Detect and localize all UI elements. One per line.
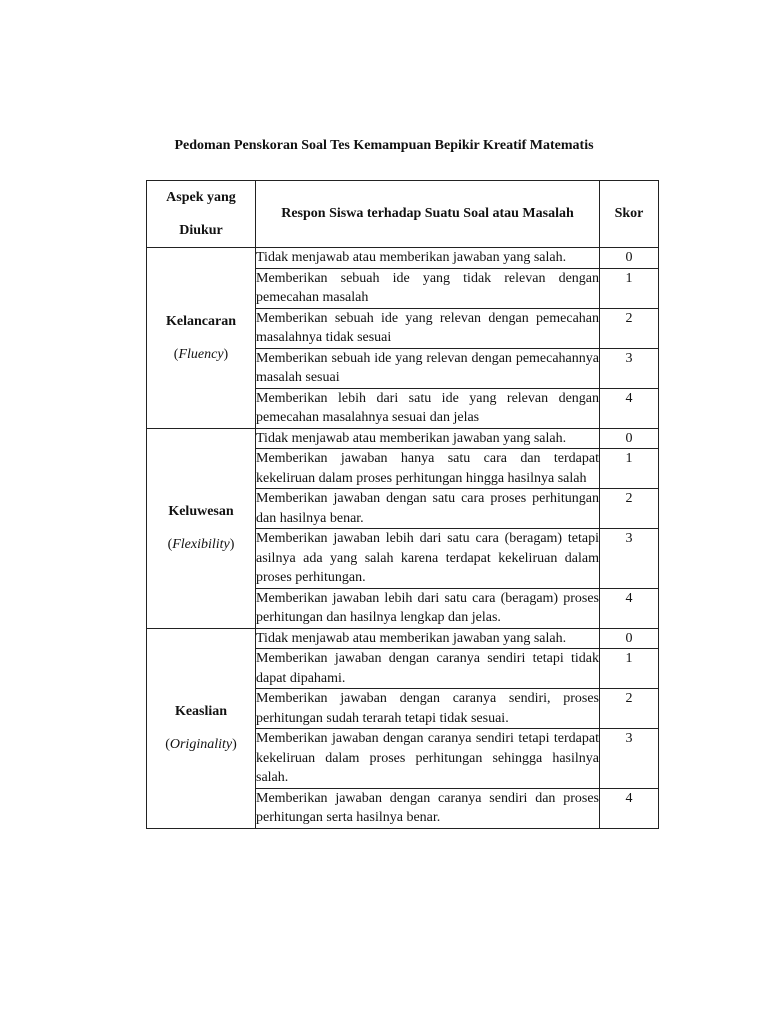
- score-cell: 4: [600, 588, 659, 628]
- aspect-cell: [147, 248, 256, 429]
- response-cell: Memberikan jawaban lebih dari satu cara (beragam) proses perhitungan dan hasilnya lengkap dan jelas.: [256, 588, 600, 628]
- response-cell: Memberikan jawaban dengan caranya sendiri dan proses perhitungan serta hasilnya benar.: [256, 788, 600, 828]
- response-cell: Memberikan jawaban dengan caranya sendiri, proses perhitungan sudah terarah tetapi tidak sesuai.: [256, 689, 600, 729]
- response-cell: Memberikan jawaban dengan caranya sendiri tetapi terdapat kekeliruan dalam proses perhitungan sehingga hasilnya salah.: [256, 729, 600, 789]
- aspect-english-term: Originality: [169, 737, 233, 752]
- response-cell: Memberikan jawaban hanya satu cara dan terdapat kekeliruan dalam proses perhitungan hingga hasilnya salah: [256, 449, 600, 489]
- header-aspect: [147, 181, 256, 248]
- score-cell: 0: [600, 248, 659, 269]
- table-row: [147, 248, 659, 269]
- response-cell: Memberikan sebuah ide yang relevan dengan pemecahan masalahnya tidak sesuai: [256, 308, 600, 348]
- table-header-row: [147, 181, 659, 248]
- score-cell: 0: [600, 428, 659, 449]
- aspect-english-term: Fluency: [178, 346, 224, 362]
- score-cell: 2: [600, 489, 659, 529]
- aspect-cell: [147, 628, 256, 828]
- page-title: Pedoman Penskoran Soal Tes Kemampuan Bepikir Kreatif Matematis: [174, 138, 594, 153]
- score-cell: 2: [600, 689, 659, 729]
- response-cell: Memberikan sebuah ide yang relevan dengan pemecahannya masalah sesuai: [256, 348, 600, 388]
- score-cell: 1: [600, 449, 659, 489]
- response-cell: Memberikan jawaban dengan satu cara proses perhitungan dan hasilnya benar.: [256, 489, 600, 529]
- score-cell: 3: [600, 729, 659, 789]
- score-cell: 4: [600, 788, 659, 828]
- aspect-english-term: Flexibility: [172, 537, 230, 552]
- header-aspect-line2: Diukur: [179, 223, 223, 238]
- score-cell: 0: [600, 628, 659, 649]
- aspect-english: (Fluency): [173, 346, 229, 362]
- response-cell: Memberikan lebih dari satu ide yang relevan dengan pemecahan masalahnya sesuai dan jelas: [256, 388, 600, 428]
- header-respon: Respon Siswa terhadap Suatu Soal atau Masalah: [256, 181, 600, 248]
- table-row: [147, 628, 659, 649]
- score-cell: 2: [600, 308, 659, 348]
- table-row: [147, 428, 659, 449]
- score-cell: 1: [600, 649, 659, 689]
- header-skor: Skor: [600, 181, 659, 248]
- aspect-name: Keluwesan: [168, 504, 234, 519]
- response-cell: Memberikan jawaban lebih dari satu cara (beragam) tetapi asilnya ada yang salah karena terdapat kekeliruan dalam proses perhitungan.: [256, 529, 600, 589]
- response-cell: Memberikan jawaban dengan caranya sendiri tetapi tidak dapat dipahami.: [256, 649, 600, 689]
- score-cell: 4: [600, 388, 659, 428]
- score-cell: 3: [600, 348, 659, 388]
- aspect-cell: [147, 428, 256, 628]
- response-cell: Tidak menjawab atau memberikan jawaban yang salah.: [256, 248, 600, 269]
- response-cell: Memberikan sebuah ide yang tidak relevan dengan pemecahan masalah: [256, 268, 600, 308]
- rubric-body: [147, 248, 659, 829]
- aspect-name: Keaslian: [174, 704, 228, 719]
- aspect-name: Kelancaran: [166, 313, 236, 329]
- response-cell: Tidak menjawab atau memberikan jawaban yang salah.: [256, 428, 600, 449]
- score-cell: 3: [600, 529, 659, 589]
- aspect-english: (Flexibility): [167, 537, 235, 552]
- header-aspect-line1: Aspek yang: [166, 190, 236, 205]
- aspect-english: (Originality): [165, 737, 237, 752]
- scoring-rubric-table: [146, 180, 659, 829]
- response-cell: Tidak menjawab atau memberikan jawaban yang salah.: [256, 628, 600, 649]
- score-cell: 1: [600, 268, 659, 308]
